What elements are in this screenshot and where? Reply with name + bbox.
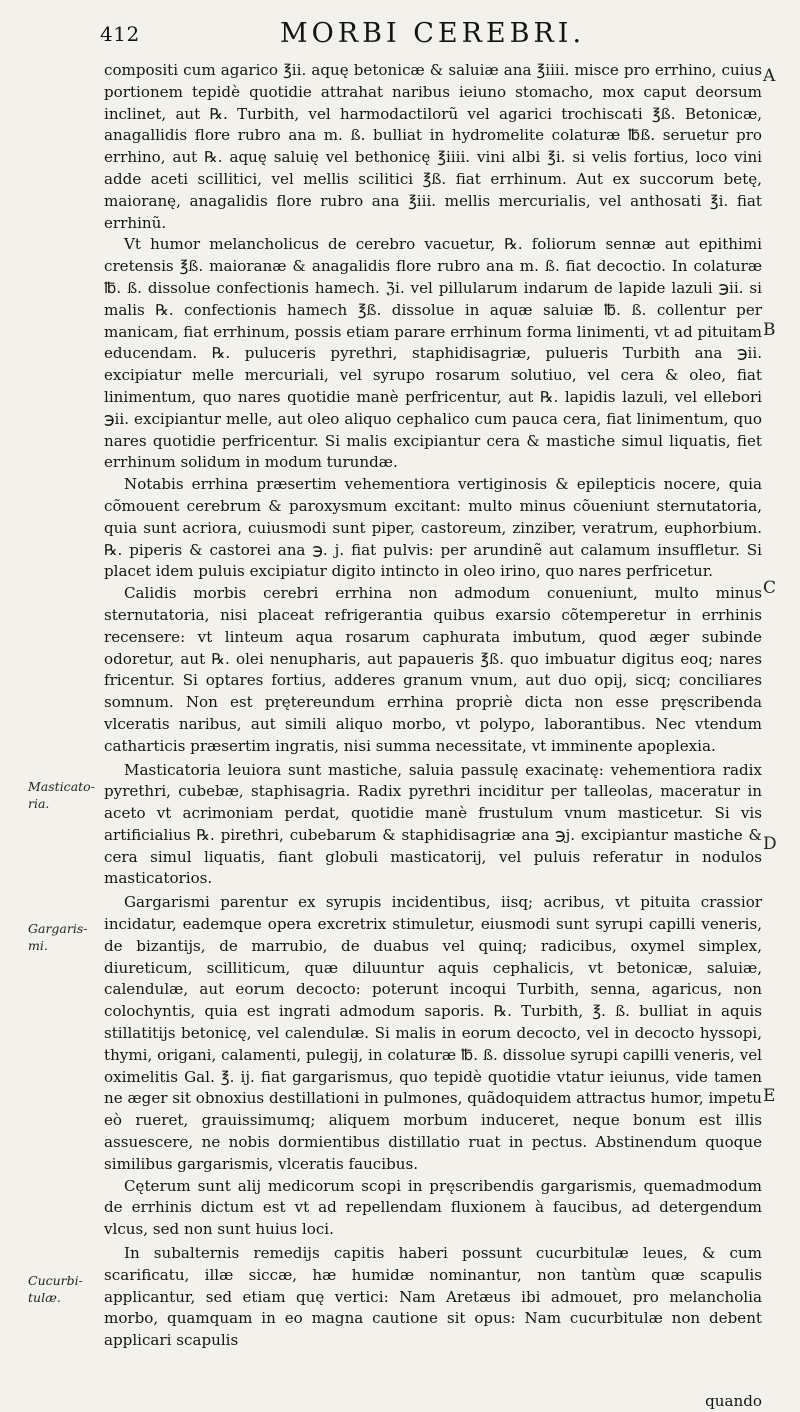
running-title: MORBI CEREBRI. xyxy=(280,18,586,49)
paragraph-other-aims: Cęterum sunt alij medicorum scopi in pręscribendis gargarismis, quemadmodum de errhinis dictum est vt ad repellendam fluxionem à faucibus, ad detergendum vlcus, sed non sunt huius loci. xyxy=(104,1176,762,1239)
margin-note-cucurbitulae: Cucurbi-tulæ. xyxy=(28,1273,83,1305)
body-text xyxy=(104,60,762,1352)
margin-note-gargarismi: Gargaris-mi. xyxy=(28,921,88,953)
page-header xyxy=(0,18,800,48)
margin-letter-a: A xyxy=(763,66,776,86)
catchword: quando xyxy=(705,1392,762,1410)
paragraph-errhina-recipes: compositi cum agarico ℥ii. aquę betonicæ & saluiæ ana ℥iiii. misce pro errhino, cuius portionem tepidè quotidie attrahat naribus ieiuno stomacho, mox caput deorsum inclinet, aut ℞. Turbith, vel harmodactilorũ vel agarici trochiscati ℥ß. Betonicæ, anagallidis flore rubro ana m. ß. bulliat in hydromelite colaturæ ℔ß. seruetur pro errhino, aut ℞. aquę saluię vel bethonicę ℥iiii. vini albi ℥i. si velis fortius, loco vini adde aceti scillitici, vel mellis scilitici ℥ß. fiat errhinum. Aut ex succorum betę, maioranę, anagalidis flore rubro ana ℥iii. mellis mercurialis, vel anthosati ℥i. fiat errhinũ. xyxy=(104,61,762,232)
margin-letter-e: E xyxy=(763,1086,776,1106)
paragraph-melancholic-humor: Vt humor melancholicus de cerebro vacuetur, ℞. foliorum sennæ aut epithimi cretensis ℥ß. maioranæ & anagalidis flore rubro ana m. ß. fiat decoctio. In colaturæ ℔. ß. dissolue confectionis hamech. ℨi. vel pillularum indarum de lapide lazuli ℈ii. si malis ℞. confectionis hamech ℥ß. dissolue in aquæ saluiæ ℔. ß. collentur per manicam, fiat errhinum, possis etiam parare errhinum forma linimenti, vt ad pituitam educendam. ℞. puluceris pyrethri, staphidisagriæ, pulueris Turbith ana ℈ii. excipiatur melle mercuriali, vel syrupo rosarum solutiuo, vel cera & oleo, fiat linimentum, quo nares quotidie manè perfricentur, aut ℞. lapidis lazuli, vel ellebori ℈ii. excipiantur melle, aut oleo aliquo cephalico cum pauca cera, fiat linimentum, quo nares quotidie perfricentur. Si malis excipiantur cera & mastiche simul liquatis, fiet errhinum solidum in modum turundæ. xyxy=(104,235,762,472)
page-number: 412 xyxy=(100,22,140,46)
margin-note-masticatoria: Masticato-ria. xyxy=(28,779,95,811)
paragraph-errhina-caution: Notabis errhina præsertim vehementiora vertiginosis & epilepticis nocere, quia cõmouent cerebrum & paroxysmum excitant: multo minus cõueniunt sternutatoria, quia sunt acriora, cuiusmodi sunt piper, castoreum, zinziber, veratrum, euphorbium. ℞. piperis & castorei ana ℈. j. fiat pulvis: per arundinẽ aut calamum insuffletur. Si placet idem puluis excipiatur digito intincto in oleo irino, quo nares perfricetur. xyxy=(104,475,762,581)
paragraph-masticatoria: Masticatoria leuiora sunt mastiche, saluia passulę exacinatę: vehementiora radix pyrethri, cubebæ, staphisagria. Radix pyrethri inciditur per talleolas, maceratur in aceto vt acrimoniam perdat, quotidie manè frustulum vnum masticetur. Si vis artificialius ℞. pirethri, cubebarum & staphidisagriæ ana ℈j. excipiantur mastiche & cera simul liquatis, fiant globuli masticatorij, vel puluis referatur in nodulos masticatorios. xyxy=(104,760,762,888)
margin-letter-d: D xyxy=(763,834,777,854)
paragraph-hot-diseases: Calidis morbis cerebri errhina non admodum conueniunt, multo minus sternutatoria, nisi placeat refrigerantia quibus exarsio cõtemperetur in errhinis recensere: vt linteum aqua rosarum caphurata imbutum, quod æger subinde odoretur, aut ℞. olei nenupharis, aut papaueris ℥ß. quo imbuatur digitus eoq; nares fricentur. Si optares fortius, adderes granum vnum, aut duo opij, sicq; conciliares somnum. Non est prętereundum errhina propriè dicta non esse pręscribenda vlceratis naribus, aut simili aliquo morbo, vt polypo, laborantibus. Nec vtendum catharticis præsertim ingratis, nisi summa necessitate, vt imminente apoplexia. xyxy=(104,584,762,755)
paragraph-cucurbitulae: In subalternis remedijs capitis haberi possunt cucurbitulæ leues, & cum scarificatu, illæ siccæ, hæ humidæ nominantur, non tantùm quæ scapulis applicantur, sed etiam quę vertici: Nam Aretæus ibi admouet, pro melancholia morbo, quamquam in eo magna cautione sit opus: Nam cucurbitulæ non debent applicari scapulis xyxy=(104,1244,762,1350)
paragraph-gargarismi: Gargarismi parentur ex syrupis incidentibus, iisq; acribus, vt pituita crassior incidatur, eademque opera excretrix stimuletur, eiusmodi sunt syrupi capilli veneris, de bizantijs, de marrubio, de duabus vel quinq; radicibus, oxymel simplex, diureticum, scilliticum, quæ diluuntur aquis cephalicis, vt betonicæ, saluiæ, calendulæ, aut eorum decocto: poterunt incoqui Turbith, senna, agaricus, non colochyntis, quia est ingrati admodum saporis. ℞. Turbith, ℥. ß. bulliat in aquis stillatitijs betonicę, vel calendulæ. Si malis in eorum decocto, vel in decocto hyssopi, thymi, origani, calamenti, pulegij, in colaturæ ℔. ß. dissolue syrupi capilli veneris, vel oximelitis Gal. ℥. ij. fiat gargarismus, quo tepidè quotidie vtatur ieiunus, vide tamen ne æger sit obnoxius destillationi in pulmones, quãdoquidem attractus humor, impetu eò rueret, grauissimumq; aliquem morbum induceret, neque bonum est illis assuescere, ne nobis dormientibus distillatio ruat in pectus. Abstinendum quoque similibus gargarismis, vlceratis faucibus. xyxy=(104,893,762,1173)
margin-letter-b: B xyxy=(763,320,776,340)
margin-letter-c: C xyxy=(763,578,777,598)
